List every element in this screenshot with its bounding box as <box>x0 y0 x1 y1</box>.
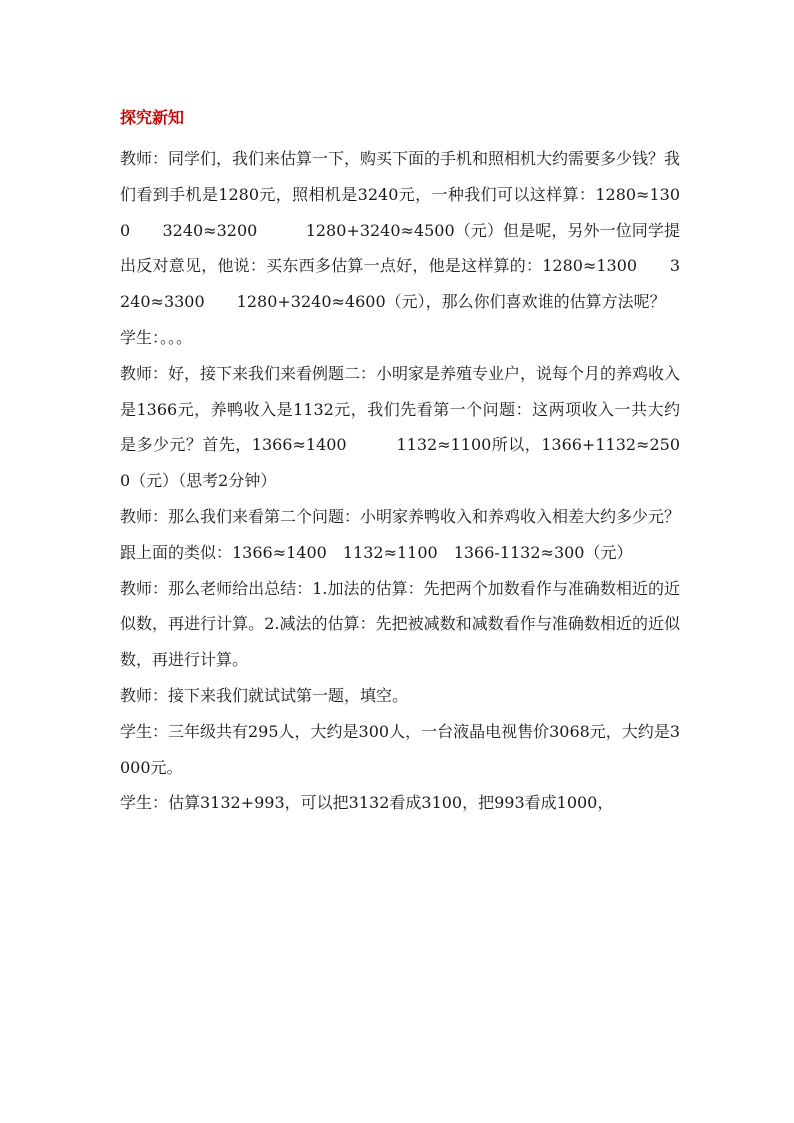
paragraph-exercise-one: 教师：接下来我们就试试第一题，填空。 <box>120 685 409 705</box>
paragraph-student-reply: 学生：。。。 <box>120 327 193 347</box>
document-body <box>120 104 680 821</box>
paragraph-student-answer-two: 学生：估算3132+993，可以把3132看成3100，把993看成1000， <box>120 793 614 813</box>
paragraph-summary: 教师：那么老师给出总结：1.加法的估算：先把两个加数看作与准确数相近的近似数，再进行计算。2.减法的估算：先把被减数和减数看作与准确数相近的近似数，再进行计算。 <box>120 578 680 670</box>
paragraph-teacher-intro: 教师：同学们，我们来估算一下，购买下面的手机和照相机大约需要多少钱？我们看到手机是1280元，照相机是3240元，一种我们可以这样算：1280≈1300 3240≈3200 1280+3240≈4500（元）但是呢，另外一位同学提出反对意见，他说：买东西多估算一点好，他是这样算的：1280≈1300 3240≈3300 1280+3240≈4600（元），那么你们喜欢谁的估算方法呢？ <box>120 149 681 312</box>
section-heading: 探究新知 <box>120 108 185 127</box>
paragraph-student-answer-one: 学生：三年级共有295人，大约是300人，一台液晶电视售价3068元，大约是3000元。 <box>120 721 680 777</box>
paragraph-example-two: 教师：好，接下来我们来看例题二：小明家是养殖专业户，说每个月的养鸡收入是1366元，养鸭收入是1132元，我们先看第一个问题：这两项收入一共大约是多少元？首先，1366≈1400 1132≈1100所以，1366+1132≈2500（元）（思考2分钟） <box>120 363 681 491</box>
paragraph-second-question: 教师：那么我们来看第二个问题：小明家养鸭收入和养鸡收入相差大约多少元？跟上面的类似：1366≈1400 1132≈1100 1366-1132≈300（元） <box>120 506 681 562</box>
